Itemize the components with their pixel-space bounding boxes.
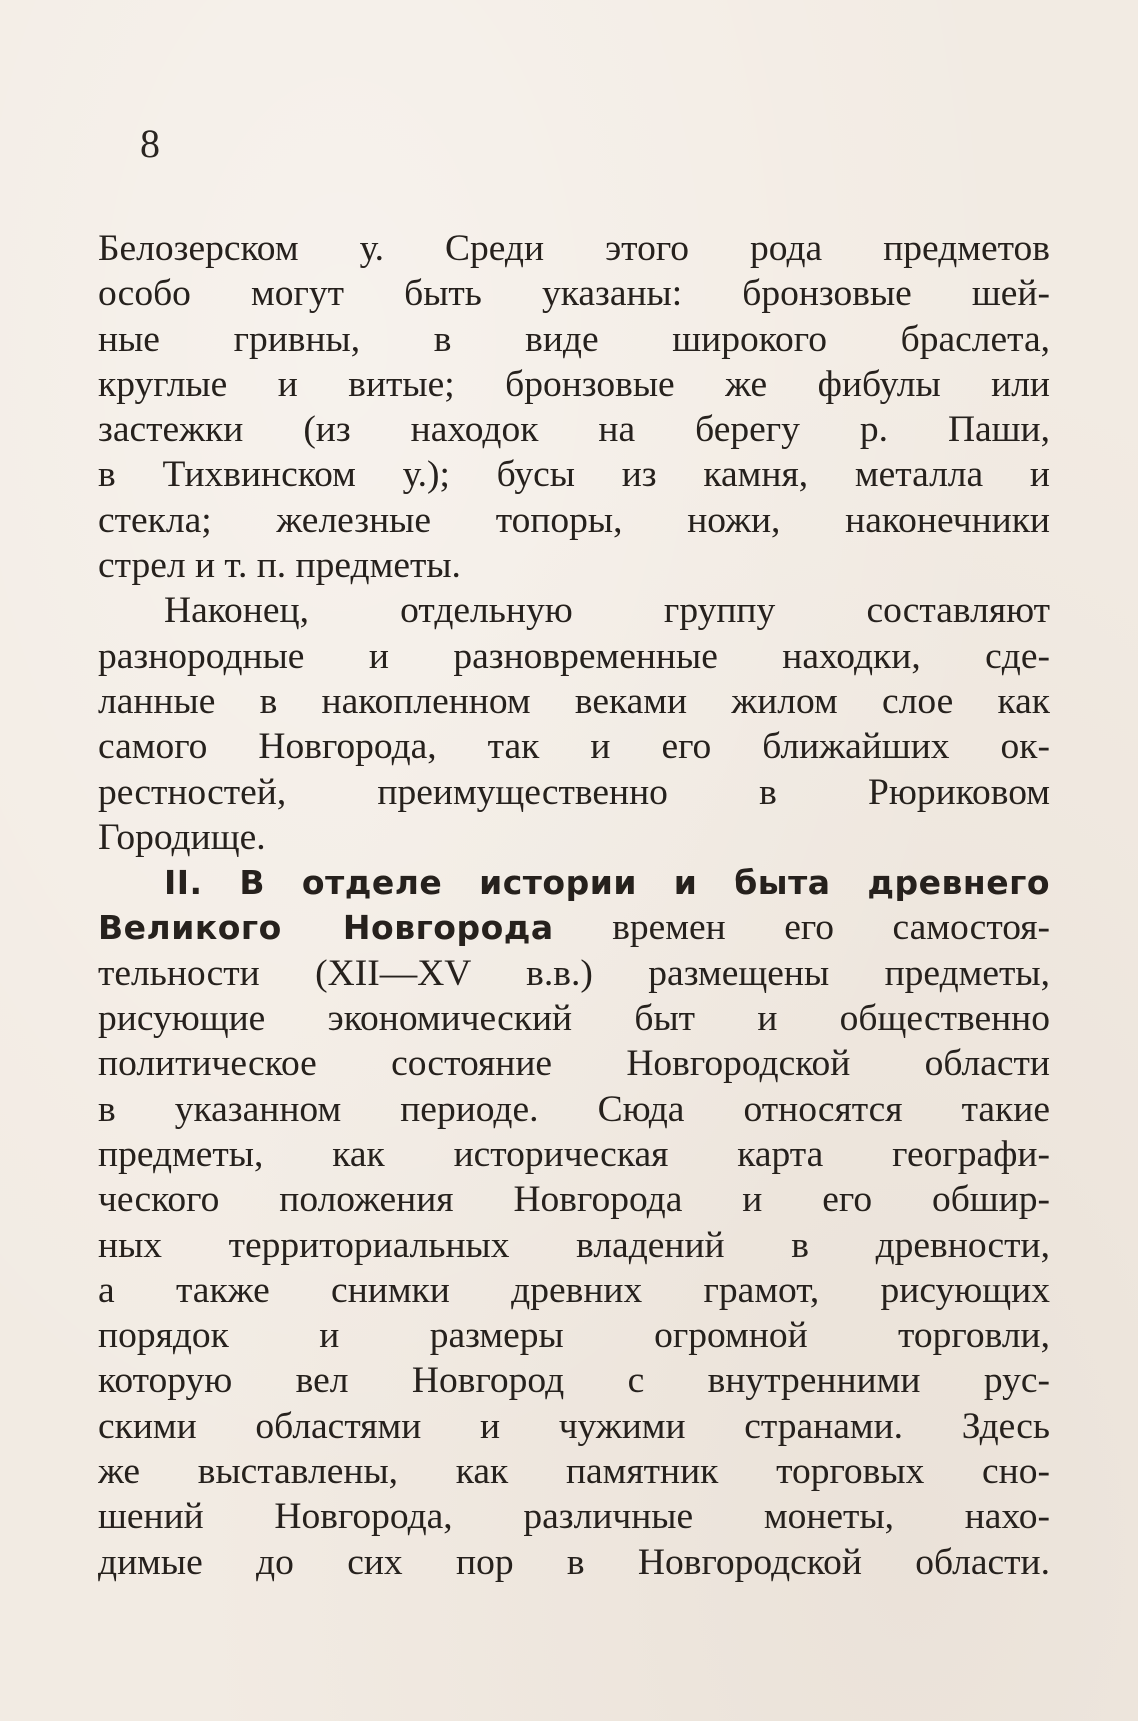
text-line: политическое состояние Новгородской области [98, 1043, 1050, 1085]
text-line: в указанном периоде. Сюда относятся такие [98, 1088, 1050, 1130]
text-line: стекла; железные топоры, ножи, наконечники [98, 499, 1050, 541]
text-line: а также снимки древних грамот, рисующих [98, 1269, 1050, 1311]
text-line: Наконец, отдельную группу составляют [164, 590, 1050, 632]
text-line: стрел и т. п. предметы. [98, 545, 461, 587]
text-span: времен его самостоя- [612, 907, 1050, 949]
text-line: в Тихвинском у.); бусы из камня, металла и [98, 454, 1050, 496]
text-line: круглые и витые; бронзовые же фибулы или [98, 363, 1050, 405]
paragraph-3 [98, 860, 1050, 1585]
text-line: ческого положения Новгорода и его обшир- [98, 1179, 1050, 1221]
text-line: застежки (из находок на берегу р. Паши, [98, 409, 1050, 451]
text-line [98, 905, 1050, 950]
text-line: шений Новгорода, различные монеты, нахо- [98, 1496, 1050, 1538]
page-number: 8 [140, 121, 160, 166]
text-line: ланные в накопленном веками жилом слое как [98, 680, 1050, 722]
text-line: разнородные и разновременные находки, сде- [98, 635, 1050, 677]
text-line: рестностей, преимущественно в Рюриковом [98, 771, 1050, 813]
section-heading-continued: Великого Новгорода [98, 908, 554, 948]
section-heading: II. В отделе истории и быта древнего [164, 863, 1050, 903]
text-line: рисующие экономический быт и общественно [98, 998, 1050, 1040]
text-line: ные гривны, в виде широкого браслета, [98, 318, 1050, 360]
text-line: порядок и размеры огромной торговли, [98, 1315, 1050, 1357]
text-line: Белозерском у. Среди этого рода предметов [98, 228, 1050, 269]
text-line: которую вел Новгород с внутренними рус- [98, 1360, 1050, 1402]
text-line: тельности (XII—XV в.в.) размещены предметы, [98, 952, 1050, 994]
body-text [98, 226, 1050, 1585]
text-line: самого Новгорода, так и его ближайших ок- [98, 726, 1050, 768]
paragraph-2 [98, 588, 1050, 860]
text-line: же выставлены, как памятник торговых сно- [98, 1451, 1050, 1493]
text-line: предметы, как историческая карта географи- [98, 1133, 1050, 1175]
section-heading-line [98, 860, 1050, 905]
text-line: скими областями и чужими странами. Здесь [98, 1405, 1050, 1447]
text-line: особо могут быть указаны: бронзовые шей- [98, 273, 1050, 315]
text-line: ных территориальных владений в древности, [98, 1224, 1050, 1266]
paragraph-1 [98, 226, 1050, 588]
text-line: димые до сих пор в Новгородской области. [98, 1541, 1050, 1583]
text-line: Городище. [98, 816, 266, 858]
